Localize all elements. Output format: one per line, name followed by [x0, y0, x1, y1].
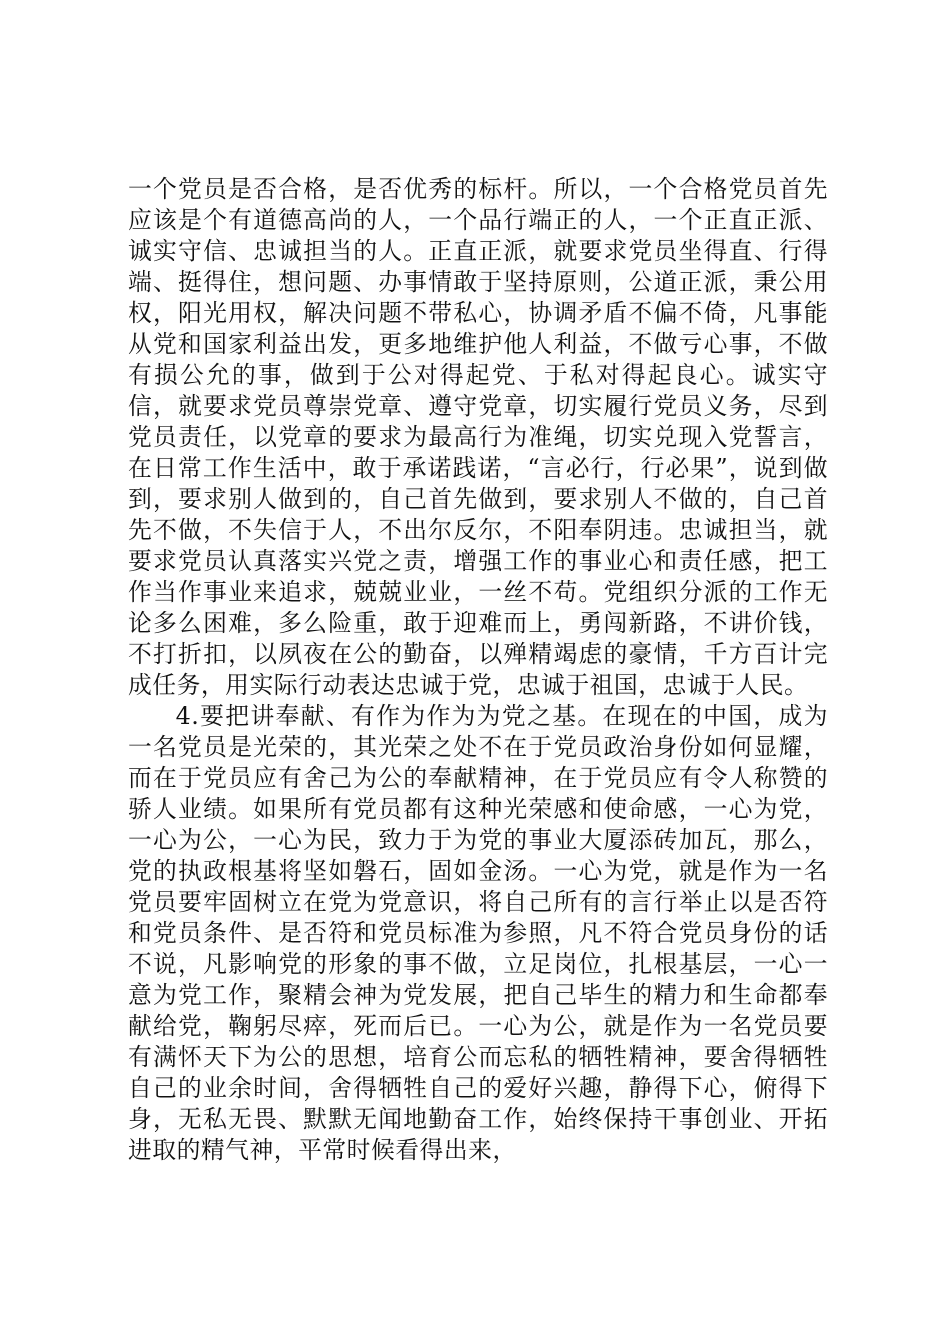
paragraph-section-4: 4.要把讲奉献、有作为作为为党之基。在现在的中国，成为一名党员是光荣的，其光荣之处不在于党员政治身份如何显耀，而在于党员应有舍己为公的奉献精神，在于党员应有令人称赞的骄人业绩。如果所有党员都有这种光荣感和使命感，一心为党，一心为公，一心为民，致力于为党的事业大厦添砖加瓦，那么，党的执政根基将坚如磐石，固如金汤。一心为党，就是作为一名党员要牢固树立在党为党意识，将自己所有的言行举止以是否符和党员条件、是否符和党员标准为参照，凡不符合党员身份的话不说，凡影响党的形象的事不做，立足岗位，扎根基层，一心一意为党工作，聚精会神为党发展，把自己毕生的精力和生命都奉献给党，鞠躬尽瘁，死而后已。一心为公，就是作为一名党员要有满怀天下为公的思想，培育公而忘私的牺牲精神，要舍得牺牲自己的业余时间，舍得牺牲自己的爱好兴趣，静得下心，俯得下身，无私无畏、默默无闻地勤奋工作，始终保持干事创业、开拓进取的精气神，平常时候看得出来， — [128, 702, 828, 1164]
document-body — [128, 174, 828, 1166]
paragraph-continued: 一个党员是否合格，是否优秀的标杆。所以，一个合格党员首先应该是个有道德高尚的人，一个品行端正的人，一个正直正派、诚实守信、忠诚担当的人。正直正派，就要求党员坐得直、行得端、挺得住，想问题、办事情敢于坚持原则，公道正派，秉公用权，阳光用权，解决问题不带私心，协调矛盾不偏不倚，凡事能从党和国家利益出发，更多地维护他人利益，不做亏心事，不做有损公允的事，做到于公对得起党、于私对得起良心。诚实守信，就要求党员尊崇党章、遵守党章，切实履行党员义务，尽到党员责任，以党章的要求为最高行为准绳，切实兑现入党誓言，在日常工作生活中，敢于承诺践诺，“言必行，行必果”，说到做到，要求别人做到的，自己首先做到，要求别人不做的，自己首先不做，不失信于人，不出尔反尔，不阳奉阴违。忠诚担当，就要求党员认真落实兴党之责，增强工作的事业心和责任感，把工作当作事业来追求，兢兢业业，一丝不苟。党组织分派的工作无论多么困难，多么险重，敢于迎难而上，勇闯新路，不讲价钱，不打折扣，以夙夜在公的勤奋，以殚精竭虑的豪情，千方百计完成任务，用实际行动表达忠诚于党，忠诚于祖国，忠诚于人民。 — [128, 175, 828, 699]
